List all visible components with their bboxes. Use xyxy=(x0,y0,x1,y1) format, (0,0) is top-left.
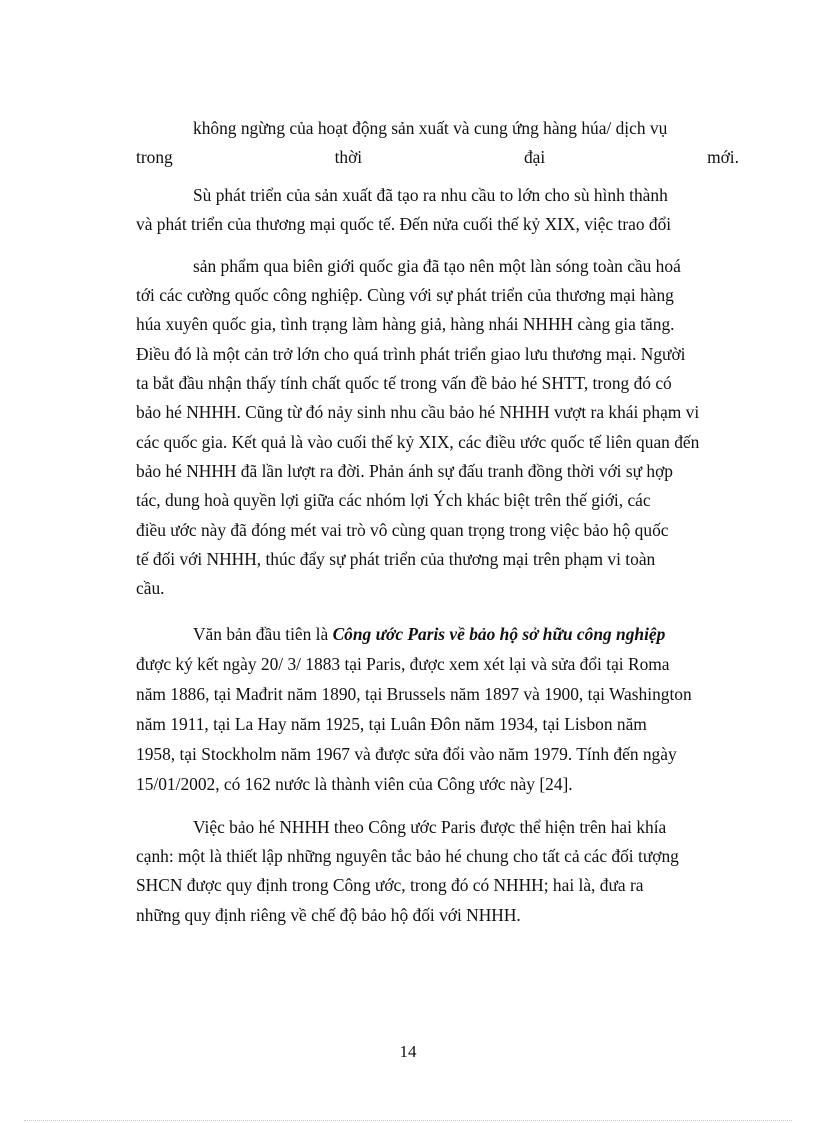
word: trong xyxy=(136,147,173,167)
text-line: Việc bảo hé NHHH theo Công ước Paris được thể hiện trên hai khía xyxy=(193,817,667,837)
text-line: không ngừng của hoạt động sản xuất và cung ứng hàng húa/ dịch vụ xyxy=(193,118,668,138)
text-line: Sù phát triển của sản xuất đã tạo ra nhu cầu to lớn cho sù hình thành xyxy=(193,185,668,205)
text-line: tế đối với NHHH, thúc đẩy sự phát triển của thương mại trên phạm vi toàn xyxy=(136,549,656,569)
text-line: SHCN được quy định trong Công ước, trong đó có NHHH; hai là, đưa ra xyxy=(136,875,644,895)
word: mới. xyxy=(707,147,739,167)
text-line: và phát triển của thương mại quốc tế. Đến nửa cuối thế kỷ XIX, việc trao đổi xyxy=(136,214,672,234)
text-line: Điều đó là một cản trở lớn cho quá trình phát triển giao lưu thương mại. Người xyxy=(136,344,686,364)
convention-title: Công ước Paris về bảo hộ sở hữu công nghiệp xyxy=(332,624,666,644)
text-line: những quy định riêng về chế độ bảo hộ đối với NHHH. xyxy=(136,905,521,925)
text-line: được ký kết ngày 20/ 3/ 1883 tại Paris, được xem xét lại và sửa đổi tại Roma xyxy=(136,654,670,674)
text-line: ta bắt đầu nhận thấy tính chất quốc tế trong vấn đề bảo hé SHTT, trong đó có xyxy=(136,373,672,393)
text-line: điều ước này đã đóng mét vai trò vô cùng quan trọng trong việc bảo hộ quốc xyxy=(136,520,669,540)
word: thời xyxy=(334,147,363,167)
text-line: húa xuyên quốc gia, tình trạng làm hàng giả, hàng nhái NHHH càng gia tăng. xyxy=(136,314,675,334)
text-line: sản phẩm qua biên giới quốc gia đã tạo nên một làn sóng toàn cầu hoá xyxy=(193,256,681,276)
page-border xyxy=(24,1120,792,1121)
text-line: cạnh: một là thiết lập những nguyên tắc bảo hé chung cho tất cả các đối tượng xyxy=(136,846,679,866)
text-line: năm 1911, tại La Hay năm 1925, tại Luân Đôn năm 1934, tại Lisbon năm xyxy=(136,714,647,734)
line-prefix: Văn bản đầu tiên là xyxy=(193,624,333,644)
page-number: 14 xyxy=(399,1042,417,1061)
text-line: các quốc gia. Kết quả là vào cuối thế kỷ XIX, các điều ước quốc tế liên quan đến xyxy=(136,432,700,452)
text-line: năm 1886, tại Mađrit năm 1890, tại Brussels năm 1897 và 1900, tại Washington xyxy=(136,684,692,704)
text-line: tác, dung hoà quyền lợi giữa các nhóm lợi Ých khác biệt trên thế giới, các xyxy=(136,490,651,510)
text-line: bảo hé NHHH đã lần lượt ra đời. Phản ánh sự đấu tranh đồng thời với sự hợp xyxy=(136,461,673,481)
text-line: 1958, tại Stockholm năm 1967 và được sửa đổi vào năm 1979. Tính đến ngày xyxy=(136,744,677,764)
text-line: bảo hé NHHH. Cũng từ đó nảy sinh nhu cầu bảo hé NHHH vượt ra khái phạm vi xyxy=(136,402,700,422)
text-line: 15/01/2002, có 162 nước là thành viên của Công ước này [24]. xyxy=(136,774,573,794)
justified-line xyxy=(136,145,739,169)
word: đại xyxy=(523,147,546,167)
text-line: tới các cường quốc công nghiệp. Cùng với sự phát triển của thương mại hàng xyxy=(136,285,674,305)
text-line: cầu. xyxy=(136,578,165,598)
text-line xyxy=(193,622,739,646)
